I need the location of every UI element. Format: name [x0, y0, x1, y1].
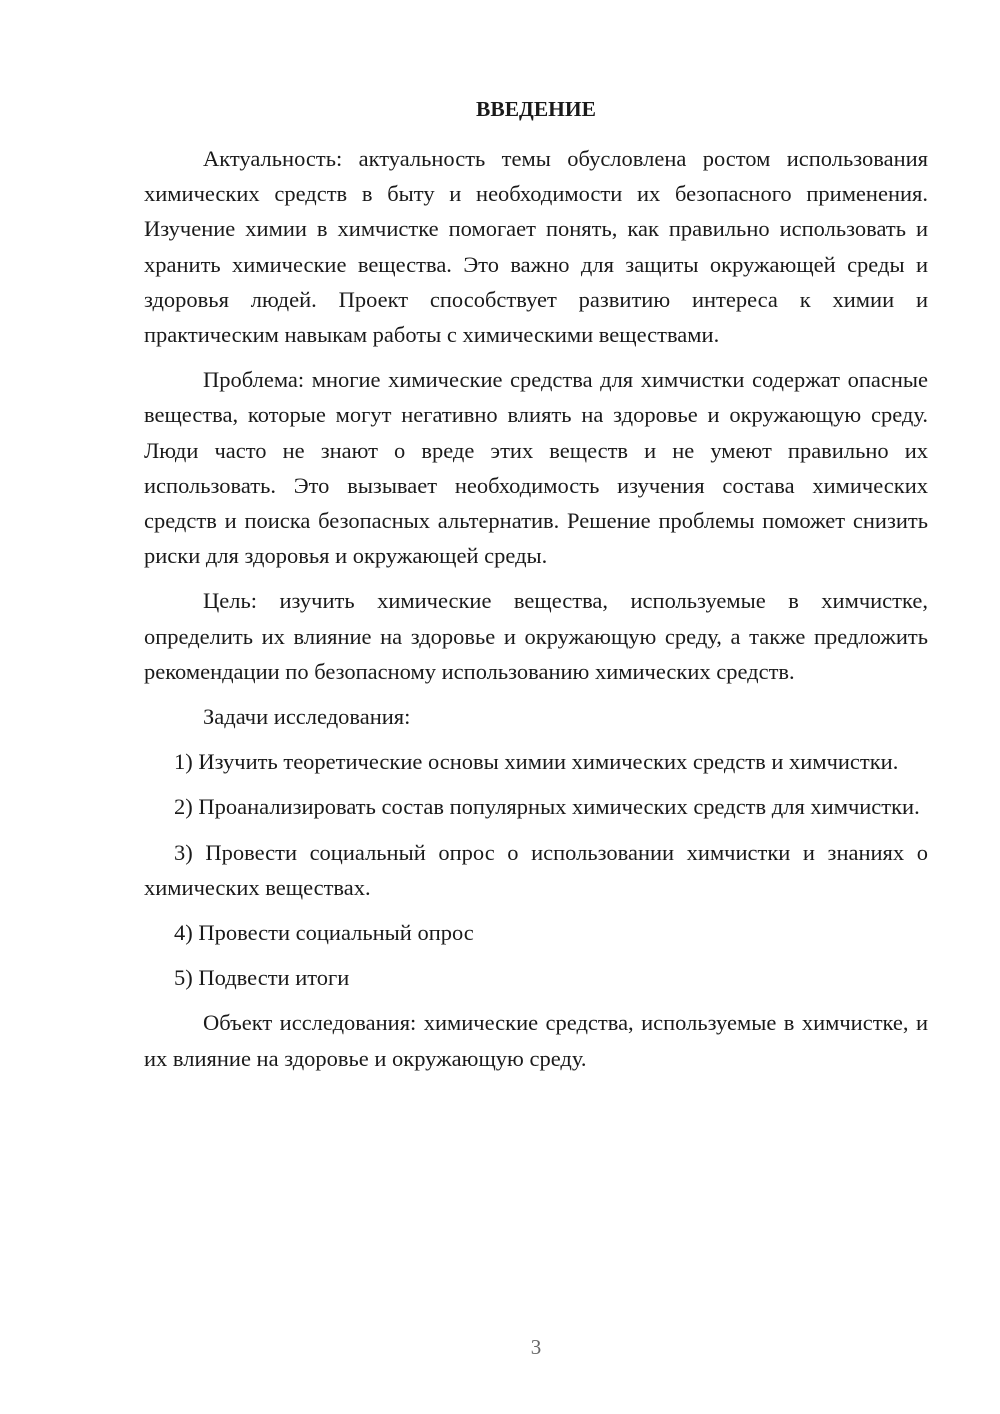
- page-content: [144, 92, 928, 1076]
- paragraph-relevance: Актуальность: актуальность темы обусловлена ростом использования химических средств в быту и необходимости их безопасного применения. Изучение химии в химчистке помогает понять, как правильно использовать и хранить химические вещества. Это важно для защиты окружающей среды и здоровья людей. Проект способствует развитию интереса к химии и практическим навыкам работы с химическими веществами.: [144, 146, 928, 348]
- paragraph-object: Объект исследования: химические средства, используемые в химчистке, и их влияние на здоровье и окружающую среду.: [144, 1010, 928, 1071]
- page-number: 3: [530, 1335, 542, 1359]
- paragraph-goal: Цель: изучить химические вещества, используемые в химчистке, определить их влияние на здоровье и окружающую среду, а также предложить рекомендации по безопасному использованию химических средств.: [144, 588, 928, 684]
- task-item-1: 1) Изучить теоретические основы химии химических средств и химчистки.: [174, 749, 899, 775]
- task-item-2: 2) Проанализировать состав популярных химических средств для химчистки.: [174, 794, 920, 820]
- paragraph-problem: Проблема: многие химические средства для химчистки содержат опасные вещества, которые могут негативно влиять на здоровье и окружающую среду. Люди часто не знают о вреде этих веществ и не умеют правильно их использовать. Это вызывает необходимость изучения состава химических средств и поиска безопасных альтернатив. Решение проблемы поможет снизить риски для здоровья и окружающей среды.: [144, 367, 928, 569]
- tasks-heading: Задачи исследования:: [203, 704, 411, 730]
- task-item-5: 5) Подвести итоги: [174, 965, 350, 991]
- task-item-3: 3) Провести социальный опрос о использовании химчистки и знаниях о химических веществах.: [144, 839, 928, 900]
- task-item-4: 4) Провести социальный опрос: [174, 920, 474, 946]
- page-title: ВВЕДЕНИЕ: [476, 97, 596, 121]
